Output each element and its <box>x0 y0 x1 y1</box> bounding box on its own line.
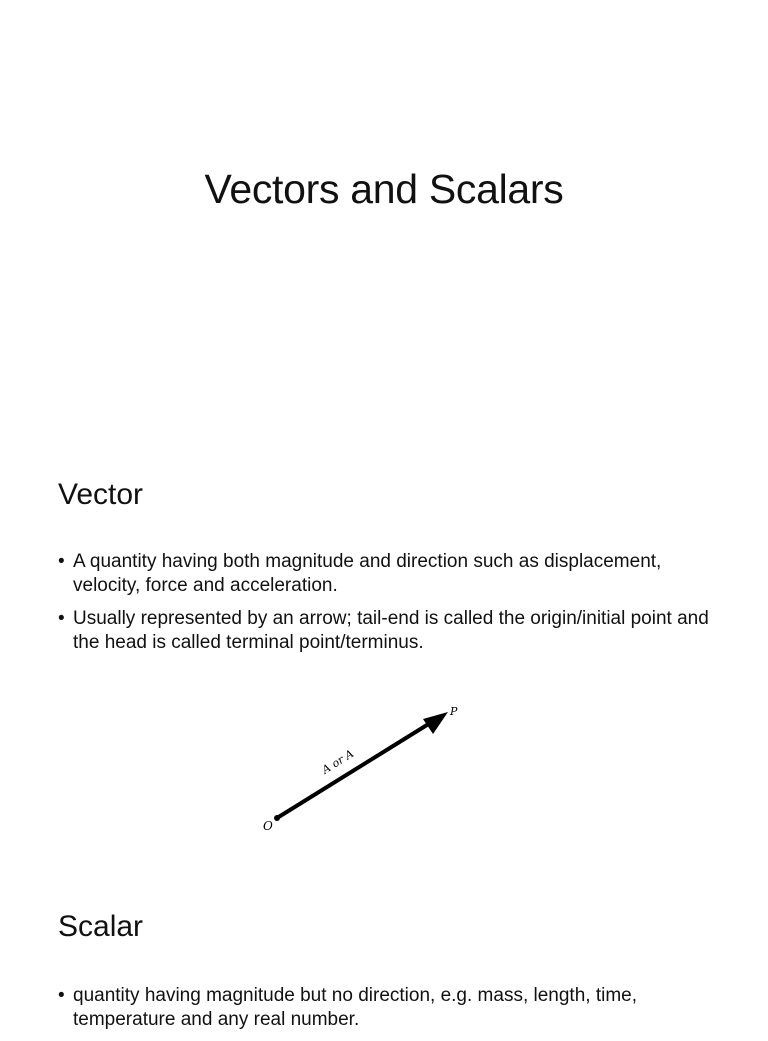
origin-point <box>274 815 280 821</box>
list-item <box>58 550 718 598</box>
vector-arrow-line <box>277 720 435 818</box>
content-slide <box>0 432 768 1030</box>
list-item <box>58 984 718 1032</box>
bullet-icon: • <box>58 608 65 629</box>
list-item <box>58 607 718 655</box>
vector-heading: Vector <box>58 478 144 511</box>
vector-representation: Usually represented by an arrow; tail-end is called the origin/initial point and the head is called terminal point/terminus. <box>73 608 709 653</box>
scalar-definition: quantity having magnitude but no direction, e.g. mass, length, time, temperature and any real number. <box>73 985 637 1030</box>
page-title: Vectors and Scalars <box>204 166 564 212</box>
scalar-heading: Scalar <box>58 910 144 943</box>
terminus-label: P <box>450 705 458 718</box>
origin-label: O <box>263 819 273 833</box>
vector-definition: A quantity having both magnitude and direction such as displacement, velocity, force and acceleration. <box>73 551 662 596</box>
vector-bullet-list <box>58 550 718 664</box>
title-slide <box>0 0 768 432</box>
bullet-icon: • <box>58 985 65 1006</box>
arrowhead-icon <box>423 712 448 734</box>
scalar-bullet-list <box>58 984 718 1041</box>
bullet-icon: • <box>58 551 65 572</box>
vector-arrow-figure <box>255 700 475 840</box>
arrow-label: A or A <box>319 747 357 777</box>
